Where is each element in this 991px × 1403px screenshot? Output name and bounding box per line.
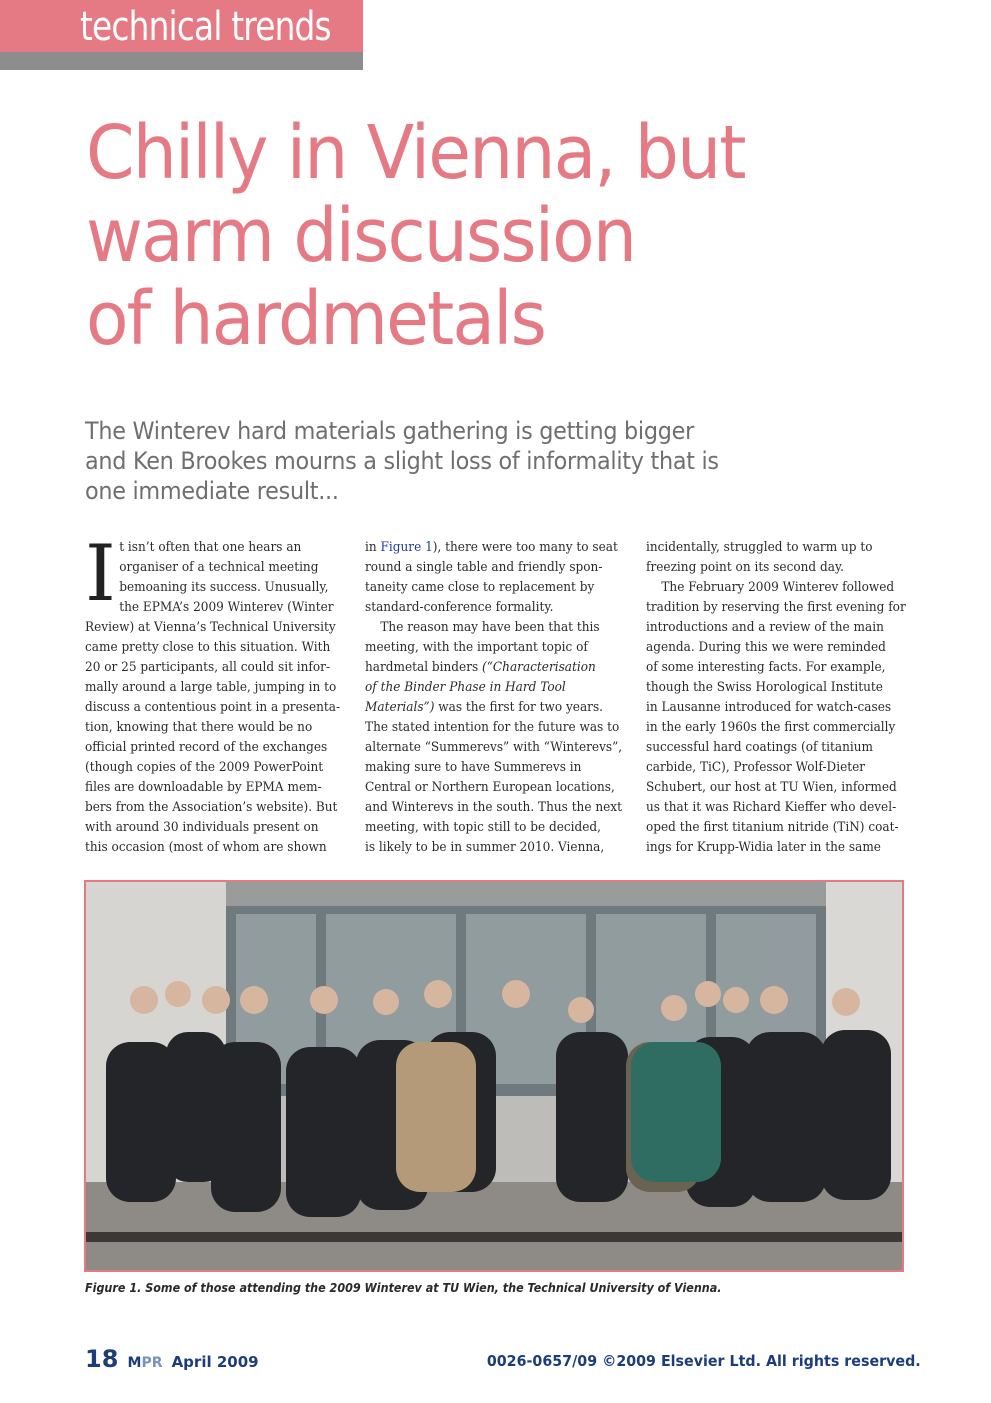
text-line: introductions and a review of the main [646,620,884,635]
text-fragment: was the first for two years. [434,700,604,715]
text-line: files are downloadable by EPMA mem- [85,780,322,795]
text-line: incidentally, struggled to warm up to [646,540,873,555]
text-line: the EPMA’s 2009 Winterev (Winter [119,600,334,615]
text-line [365,658,616,678]
italic-title: Materials”) [365,700,435,715]
text-line: round a single table and friendly spon- [365,560,603,575]
text-line: The stated intention for the future was to [365,720,620,735]
text-line: though the Swiss Horological Institute [646,680,883,695]
text-fragment: ), there were too many to seat [432,540,618,555]
text-line: oped the first titanium nitride (TiN) coat- [646,820,899,835]
column-1-text [85,529,355,858]
column-2-text [365,538,635,858]
text-line: official printed record of the exchanges [85,740,328,755]
text-line: tion, knowing that there would be no [85,720,313,735]
text-line: carbide, TiC), Professor Wolf-Dieter [646,760,866,775]
text-line: bemoaning its success. Unusually, [119,580,329,595]
text-line: discuss a contentious point in a presenta- [85,700,341,715]
text-line: ings for Krupp-Widia later in the same [646,840,881,855]
text-line: mally around a large table, jumping in to [85,680,337,695]
text-line: 20 or 25 participants, all could sit infor- [85,660,331,675]
issue-date: April 2009 [171,1353,259,1371]
text-line [365,698,616,718]
figure-1-link[interactable]: Figure 1 [380,540,433,555]
body-column-3 [646,538,916,858]
text-line: meeting, with topic still to be decided, [365,820,602,835]
copyright-notice: 0026-0657/09 ©2009 Elsevier Ltd. All rights reserved. [487,1352,921,1370]
text-line: taneity came close to replacement by [365,580,595,595]
text-line: in the early 1960s the first commercially [646,720,896,735]
headline-line: of hardmetals [86,276,545,362]
standfirst-line: and Ken Brookes mourns a slight loss of informality that is [85,447,719,475]
text-line: (though copies of the 2009 PowerPoint [85,760,324,775]
drop-cap: I [85,529,116,619]
text-line: The February 2009 Winterev followed [646,580,895,595]
page-number: 18 [85,1345,119,1373]
standfirst-line: one immediate result... [85,477,339,505]
text-line: of some interesting facts. For example, [646,660,886,675]
text-fragment: in [365,540,381,555]
text-line: alternate “Summerevs” with “Winterevs”, [365,740,623,755]
text-line: and Winterevs in the south. Thus the next [365,800,622,815]
column-3-text [646,538,916,858]
text-line: agenda. During this we were reminded [646,640,886,655]
text-line: bers from the Association’s website). But [85,800,338,815]
section-label: technical trends [80,4,331,50]
italic-title: (“Characterisation [482,660,596,675]
text-line: of the Binder Phase in Hard Tool [365,680,566,695]
logo-letter: R [151,1355,163,1371]
text-line: with around 30 individuals present on [85,820,319,835]
standfirst-line: The Winterev hard materials gathering is getting bigger [85,417,694,445]
text-line: Central or Northern European locations, [365,780,615,795]
text-line: this occasion (most of whom are shown [85,840,327,855]
figure-caption: Figure 1. Some of those attending the 2009 Winterev at TU Wien, the Technical University of Vienna. [85,1281,722,1295]
logo-letter: P [141,1355,152,1371]
text-line: us that it was Richard Kieffer who devel- [646,800,897,815]
text-line: is likely to be in summer 2010. Vienna, [365,840,605,855]
text-line: The reason may have been that this [365,620,600,635]
text-line: meeting, with the important topic of [365,640,588,655]
logo-letter: M [127,1355,142,1371]
footer-left [85,1345,259,1373]
text-line: came pretty close to this situation. With [85,640,331,655]
group-photo [84,880,904,1272]
text-line: in Lausanne introduced for watch-cases [646,700,892,715]
article-headline [86,112,744,361]
text-line: tradition by reserving the first evening for [646,600,906,615]
text-fragment: hardmetal binders [365,660,483,675]
text-line: organiser of a technical meeting [119,560,319,575]
body-column-1 [85,529,355,858]
mpr-logo [128,1355,163,1371]
body-column-2 [365,538,635,858]
text-line [365,538,616,558]
article-standfirst [85,416,755,506]
text-line: standard-conference formality. [365,600,554,615]
headline-line: warm discussion [86,193,636,279]
headline-line: Chilly in Vienna, but [86,110,745,196]
text-line: making sure to have Summerevs in [365,760,582,775]
text-line: Schubert, our host at TU Wien, informed [646,780,897,795]
text-line: successful hard coatings (of titanium [646,740,873,755]
group-photo-illustration [86,882,902,1270]
text-line: Review) at Vienna’s Technical University [85,620,336,635]
text-line: freezing point on its second day. [646,560,845,575]
section-tab-bar [0,52,363,70]
text-line: t isn’t often that one hears an [119,540,302,555]
